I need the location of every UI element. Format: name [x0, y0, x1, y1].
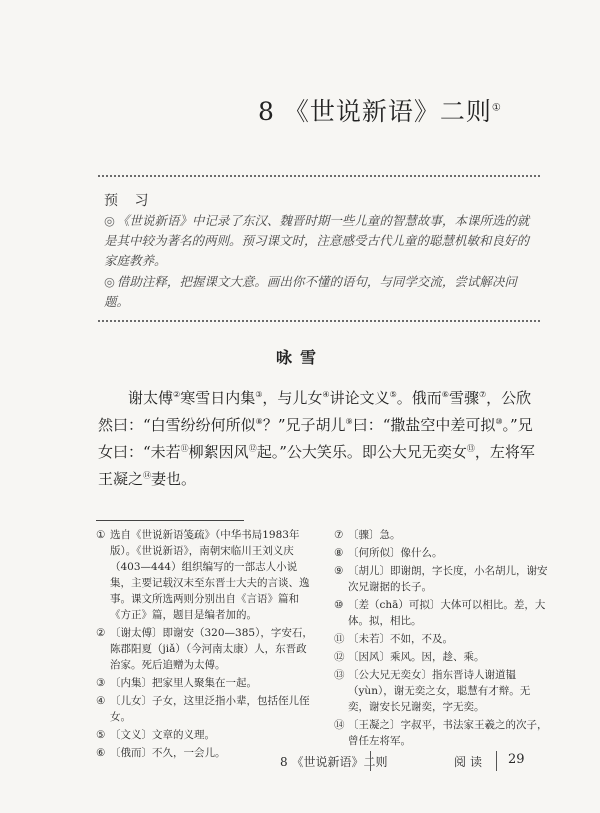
page-number: 29	[508, 752, 525, 767]
footnote-text: 〔文义〕文章的义理。	[110, 729, 215, 741]
footnote-ref: ⑭	[143, 471, 152, 480]
footnote	[334, 667, 548, 715]
footnote-text: 〔内集〕把家里人聚集在一起。	[110, 677, 257, 689]
footnote	[96, 625, 314, 673]
footnote-text: 〔何所似〕像什么。	[348, 547, 443, 559]
footnote-ref: ⑤	[389, 390, 397, 399]
footnote	[334, 649, 548, 665]
text-run: ，左将军王凝之	[98, 443, 535, 488]
footnote-ref: ⑨	[345, 417, 353, 426]
footnote	[334, 717, 548, 749]
main-text	[98, 383, 538, 491]
footnote	[334, 597, 548, 629]
preview-paragraph-2-text: 借助注释，把握课文大意。画出你不懂的语句，与同学交流，尝试解决问题。	[104, 274, 517, 309]
text-run: 雪骤	[448, 389, 479, 407]
footer-unit-label: 阅读	[454, 755, 487, 769]
footnote-number: ③	[96, 677, 106, 689]
text-run: 。”兄女曰：“未若	[98, 416, 533, 461]
footnote-number: ⑥	[96, 747, 106, 759]
footnote-number: ⑩	[334, 599, 344, 611]
footnote-number: ⑭	[334, 719, 345, 731]
text-run: 曰：“撒盐空中差可拟	[352, 416, 496, 434]
text-run: 讲论文义	[329, 389, 390, 407]
footnotes-right	[334, 527, 548, 751]
footnote-text: 选自《世说新语笺疏》（中华书局1983年版）。《世说新语》，南朝宋临川王刘义庆（403—444）组织编写的一部志人小说集，主要记载汉末至东晋士大夫的言谈、逸事。课文所选两则分别出自《言语》篇和《方正》篇，题目是编者加的。	[110, 529, 310, 621]
footnote-text: 〔俄而〕不久，一会儿。	[110, 747, 226, 759]
footnote	[96, 675, 314, 691]
footnote	[334, 563, 548, 595]
text-run: ？”兄子胡儿	[262, 416, 346, 434]
footnote-text: 〔胡儿〕即谢朗，字长度，小名胡儿，谢安次兄谢据的长子。	[348, 565, 548, 593]
footnote-text: 〔因风〕乘风。因，趁、乘。	[348, 651, 485, 663]
text-run: ，与儿女	[262, 389, 323, 407]
footnote-text: 〔儿女〕子女，这里泛指小辈，包括侄儿侄女。	[110, 695, 310, 723]
bullet-icon: ◎	[104, 213, 115, 228]
footnote-number: ⑨	[334, 565, 344, 577]
text-run: 妻也。	[151, 470, 197, 488]
preview-paragraph-1	[104, 211, 536, 271]
footnote-ref: ⑪	[180, 444, 189, 453]
footnote-number: ④	[96, 695, 106, 707]
section-title: 咏雪	[275, 348, 324, 367]
footnote-number: ⑦	[334, 529, 344, 541]
footnote	[334, 527, 548, 543]
footnote-text: 〔骤〕急。	[348, 529, 401, 541]
footnote	[96, 527, 314, 623]
footnote-rule	[96, 520, 244, 521]
footnote-text: 〔王凝之〕字叔平，书法家王羲之的次子，曾任左将军。	[348, 719, 548, 747]
preview-paragraph-1-text: 《世说新语》中记录了东汉、魏晋时期一些儿童的智慧故事，本课所选的就是其中较为著名的两则。预习课文时，注意感受古代儿童的聪慧机敏和良好的家庭教养。	[104, 213, 530, 268]
page-footer	[0, 751, 600, 773]
footer-divider	[496, 751, 497, 771]
footnote-text: 〔谢太傅〕即谢安（320—385），字安石，陈郡阳夏（jiǎ）（今河南太康）人，东晋政治家。死后追赠为太傅。	[110, 627, 313, 671]
divider-bottom	[98, 320, 540, 322]
footnote-ref: ⑧	[255, 417, 263, 426]
preview-paragraph-2	[104, 272, 536, 312]
footnote-number: ⑬	[334, 669, 345, 681]
footnote-text: 〔差（chā）可拟〕大体可以相比。差，大体。拟，相比。	[348, 599, 546, 627]
footnote-ref: ⑩	[495, 417, 503, 426]
footnote	[96, 727, 314, 743]
footnote-ref: ⑬	[466, 444, 475, 453]
footnote-text: 〔公大兄无奕女〕指东晋诗人谢道韫（yùn），谢无奕之女，聪慧有才辩。无奕，谢安长兄谢奕，字无奕。	[348, 669, 531, 713]
footnote	[96, 693, 314, 725]
lesson-title-text: 8 《世说新语》二则	[258, 97, 492, 126]
text-run: 。俄而	[396, 389, 442, 407]
text-run: 谢太傅	[128, 389, 174, 407]
footnotes-left	[96, 527, 314, 763]
footnote	[334, 631, 548, 647]
text-run: 寒雪日内集	[180, 389, 256, 407]
divider-top	[98, 175, 540, 177]
footnote-ref: ⑦	[478, 390, 487, 399]
footnote-number: ①	[96, 529, 106, 541]
footnote-ref: ⑫	[248, 444, 257, 453]
footnote-ref: ⑥	[441, 390, 449, 399]
text-run: 起。”公大笑乐。即公大兄无奕女	[256, 443, 467, 461]
footer-lesson-label: 8 《世说新语》二则	[280, 755, 388, 769]
preview-heading: 预 习	[104, 193, 155, 209]
footnote-ref: ②	[173, 390, 181, 399]
footnote-number: ⑫	[334, 651, 345, 663]
footnote-number: ⑪	[334, 633, 345, 645]
footnote-number: ⑤	[96, 729, 106, 741]
footer-divider	[370, 751, 371, 771]
text-run: 柳絮因风	[188, 443, 249, 461]
footnote-ref: ④	[322, 390, 330, 399]
title-footnote-mark: ①	[491, 102, 502, 114]
footnote-number: ⑧	[334, 547, 344, 559]
footnote-ref: ③	[255, 390, 263, 399]
footnote-text: 〔未若〕不如，不及。	[348, 633, 453, 645]
bullet-icon: ◎	[104, 274, 115, 289]
footnote-number: ②	[96, 627, 106, 639]
text-run: ，公欣然曰：“白雪纷纷何所似	[98, 389, 532, 434]
footnote	[334, 545, 548, 561]
lesson-title	[258, 92, 502, 128]
